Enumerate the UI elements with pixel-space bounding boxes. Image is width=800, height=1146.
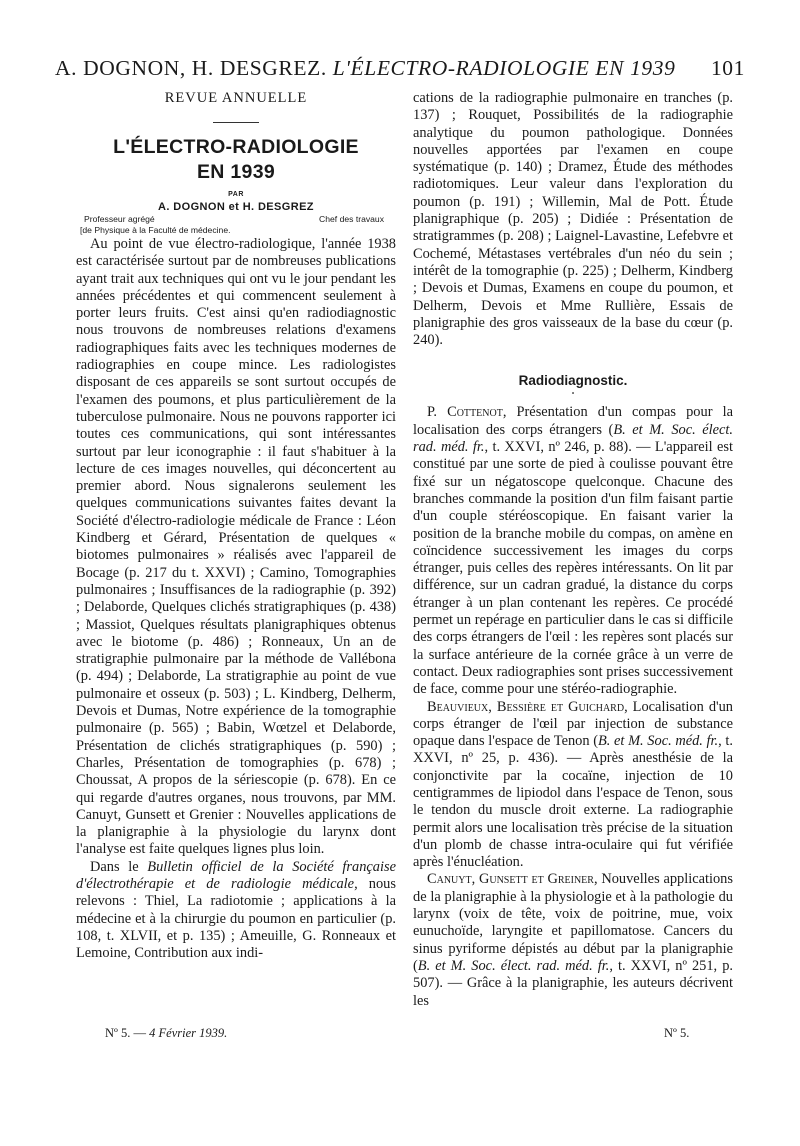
beauvieux-entry bbox=[413, 699, 733, 872]
entry-reference: B. et M. Soc. méd. fr. bbox=[598, 733, 719, 750]
page-number: 101 bbox=[710, 56, 745, 80]
intro-paragraph: Au point de vue électro-radiologique, l'année 1938 est caractérisée surtout par de nombreuses publications ayant trait aux techniques qui ont vu le jour pendant les années précédentes et qui commencent seulement à porter leurs fruits. C'est ainsi qu'en radiodiagnostic nous trouvons de nombreuses relations d'examens radiographiques faits avec les techniques modernes de radiographies en coupe mince. Les radiologistes disposant de ces appareils se sont surtout occupés de l'examen des poumons, et plus particulièrement de la tuberculose pulmonaire. Nous ne pouvons rapporter ici toutes ces communications, qui sont intéressantes surtout par leur iconographie : il faut s'habituer à la lecture de ces images nouvelles, qui déconcertent au premier abord. Nous signalerons seulement les quelques communications suivantes faites devant la Société d'électro-radiologie médicale de France : Léon Kindberg et Gérard, Présentation de quelques « biotomes pulmonaires » réalisés avec l'appareil de Bocage (p. 217 du t. XXVI) ; Camino, Tomographies pulmonaires ; Insuffisances de la radiographie (p. 392) ; Delaborde, Quelques clichés stratigraphiques (p. 438) ; Massiot, Quelques résultats planigraphiques obtenus avec le biotome (p. 486) ; Ronneaux, Un an de stratigraphie pulmonaire par la méthode de Vallébona (p. 494) ; Delaborde, La stratigraphie au point de vue pulmonaire et osseux (p. 503) ; L. Kindberg, Delherm, Devois et Dumas, Notre expérience de la tomographie pulmonaire (p. 565) ; Babin, Wœtzel et Delaborde, Présentation de clichés stratigraphiques (p. 590) ; Charles, Présentation de tomographies (p. 678) ; Choussat, A propos de la sériescopie (p. 678). En ce qui regarde d'autres organes, nous trouvons, par MM. Canuyt, Gunsett et Grenier : Nouvelles applications de la planigraphie à la physiologie du larynx dont l'analyse est faite quelques lignes plus loin. bbox=[76, 236, 396, 858]
affiliation-row bbox=[76, 214, 396, 225]
bulletin-text-a: Dans le bbox=[90, 858, 148, 875]
author-affiliations bbox=[76, 214, 396, 236]
entry-text: , t. XXVI, nº 251, p. 507). — Grâce à la planigraphie, les auteurs décrivent les bbox=[413, 957, 733, 1009]
entry-text: , t. XXVI, nº 246, p. 88). — L'appareil est constitué par une sorte de pied à coulisse pouvant être fixé sur un négatoscope quelconque. Chacune des branches commande la position d'un film faisant partie d'un couple stéréoscopique. En faisant varier la position de la branche mobile du compas, on amène en coïncidence successivement les images du corps étranger, puis celles des repères intéressants. On lit par différence, sur un cadran gradué, la distance du corps étranger à un plan contenant les repères. Ce procédé permet un repérage en particulier dans le cas si difficile des corps étrangers de l'œil : les repères sont placés sur la surface antérieure de la cornée grâce à un verre de contact. Deux radiographies sont prises successivement de face, comme pour une stéréo-radiographie. bbox=[413, 439, 733, 698]
entry-text: , Nouvelles applications de la planigraphie à la physiologie et à la pathologie du larynx (voix de tête, voix de poitrine, mue, voix eunuchoïde, laryngite et papillomatose. Cancers du sinus pyriforme dépistés au début par la planigraphie ( bbox=[413, 871, 733, 974]
entry-author: Canuyt, Gunsett et Greiner bbox=[427, 871, 594, 888]
affiliation-right: Chef des travaux bbox=[319, 214, 384, 224]
entry-text: , Localisation d'un corps étranger de l'œil par injection de substance opaque dans l'espace de Tenon ( bbox=[413, 698, 733, 750]
title-rule bbox=[213, 122, 259, 123]
rubric: REVUE ANNUELLE bbox=[164, 90, 308, 106]
bulletin-text-b: , nous relevons : Thiel, La radiotomie ; applications à la médecine et à la chirurgie du poumon en particulier (p. 108, t. XLVII, et p. 135) ; Ameuille, G. Ronneaux et Lemoine, Contribution aux indi- bbox=[76, 875, 396, 962]
affiliation-faculty: [de Physique à la Faculté de médecine. bbox=[80, 225, 231, 235]
entry-author: P. Cottenot bbox=[427, 404, 503, 421]
right-column bbox=[413, 90, 733, 1010]
footer-date: 4 Février 1939. bbox=[149, 1026, 228, 1040]
entry-author: Beauvieux, Bessière et Guichard bbox=[427, 698, 625, 715]
ornament-dot: • bbox=[571, 389, 575, 399]
section-heading: Radiodiagnostic. bbox=[518, 373, 628, 389]
article-title bbox=[76, 135, 396, 185]
canuyt-entry bbox=[413, 871, 733, 1009]
par-label: PAR bbox=[228, 191, 244, 198]
cottenot-entry bbox=[413, 404, 733, 698]
article-title-line2: EN 1939 bbox=[197, 161, 275, 183]
bulletin-paragraph bbox=[76, 859, 396, 963]
running-head bbox=[55, 56, 745, 81]
article-title-line1: L'ÉLECTRO-RADIOLOGIE bbox=[113, 136, 359, 158]
entry-reference: B. et M. Soc. élect. rad. méd. fr. bbox=[413, 421, 733, 456]
footer-issue-right: Nº 5. bbox=[664, 1026, 690, 1040]
continued-paragraph: cations de la radiographie pulmonaire en tranches (p. 137) ; Rouquet, Possibilités de la radiographie analytique du poumon pathologique. Données nouvelles apportées par l'examen en coupe systématique (p. 140) ; Dramez, Étude des méthodes radiotomiques. Leur valeur dans l'exploration du poumon (p. 191) ; Willemin, Mal de Pott. Étude planigraphique (p. 205) ; Didiée : Présentation de stratigrammes (p. 208) ; Laignel-Lavastine, Lefebvre et Cochemé, Métastases vertébrales d'un néo du sein ; intérêt de la tomographie (p. 225) ; Delherm, Kindberg ; Devois et Dumas, Examens en coupe du poumon, et Delherm, Devois et Mme Rullière, Essais de planigraphie des gros vaisseaux de la base du cœur (p. 240). bbox=[413, 90, 733, 349]
affiliation-left: Professeur agrégé bbox=[84, 214, 155, 224]
article-authors: A. DOGNON et H. DESGREZ bbox=[158, 201, 314, 213]
entry-reference: B. et M. Soc. élect. rad. méd. fr. bbox=[417, 957, 610, 974]
bulletin-journal-title: Bulletin officiel de la Société française d'électrothérapie et de radiologie médicale bbox=[76, 858, 396, 892]
footer-issue-number: Nº 5. — bbox=[105, 1026, 150, 1040]
entry-text: , Présentation d'un compas pour la localisation des corps étrangers ( bbox=[413, 404, 733, 438]
left-column bbox=[76, 90, 396, 962]
footer-issue bbox=[105, 1026, 227, 1041]
running-head-authors: A. DOGNON, H. DESGREZ. bbox=[55, 56, 327, 80]
entry-text: , t. XXVI, nº 25, p. 436). — Après anesthésie de la conjonctivite par la cocaïne, injection de 10 centigrammes de lipiodol dans l'espace de Tenon, sous le tendon du muscle droit externe. La radiographie permit alors une localisation très précise de la situation d'un plomb de chasse intra-oculaire qui fut vérifiée après l'énucléation. bbox=[413, 733, 733, 871]
running-head-title: L'ÉLECTRO-RADIOLOGIE EN 1939 bbox=[332, 56, 676, 80]
